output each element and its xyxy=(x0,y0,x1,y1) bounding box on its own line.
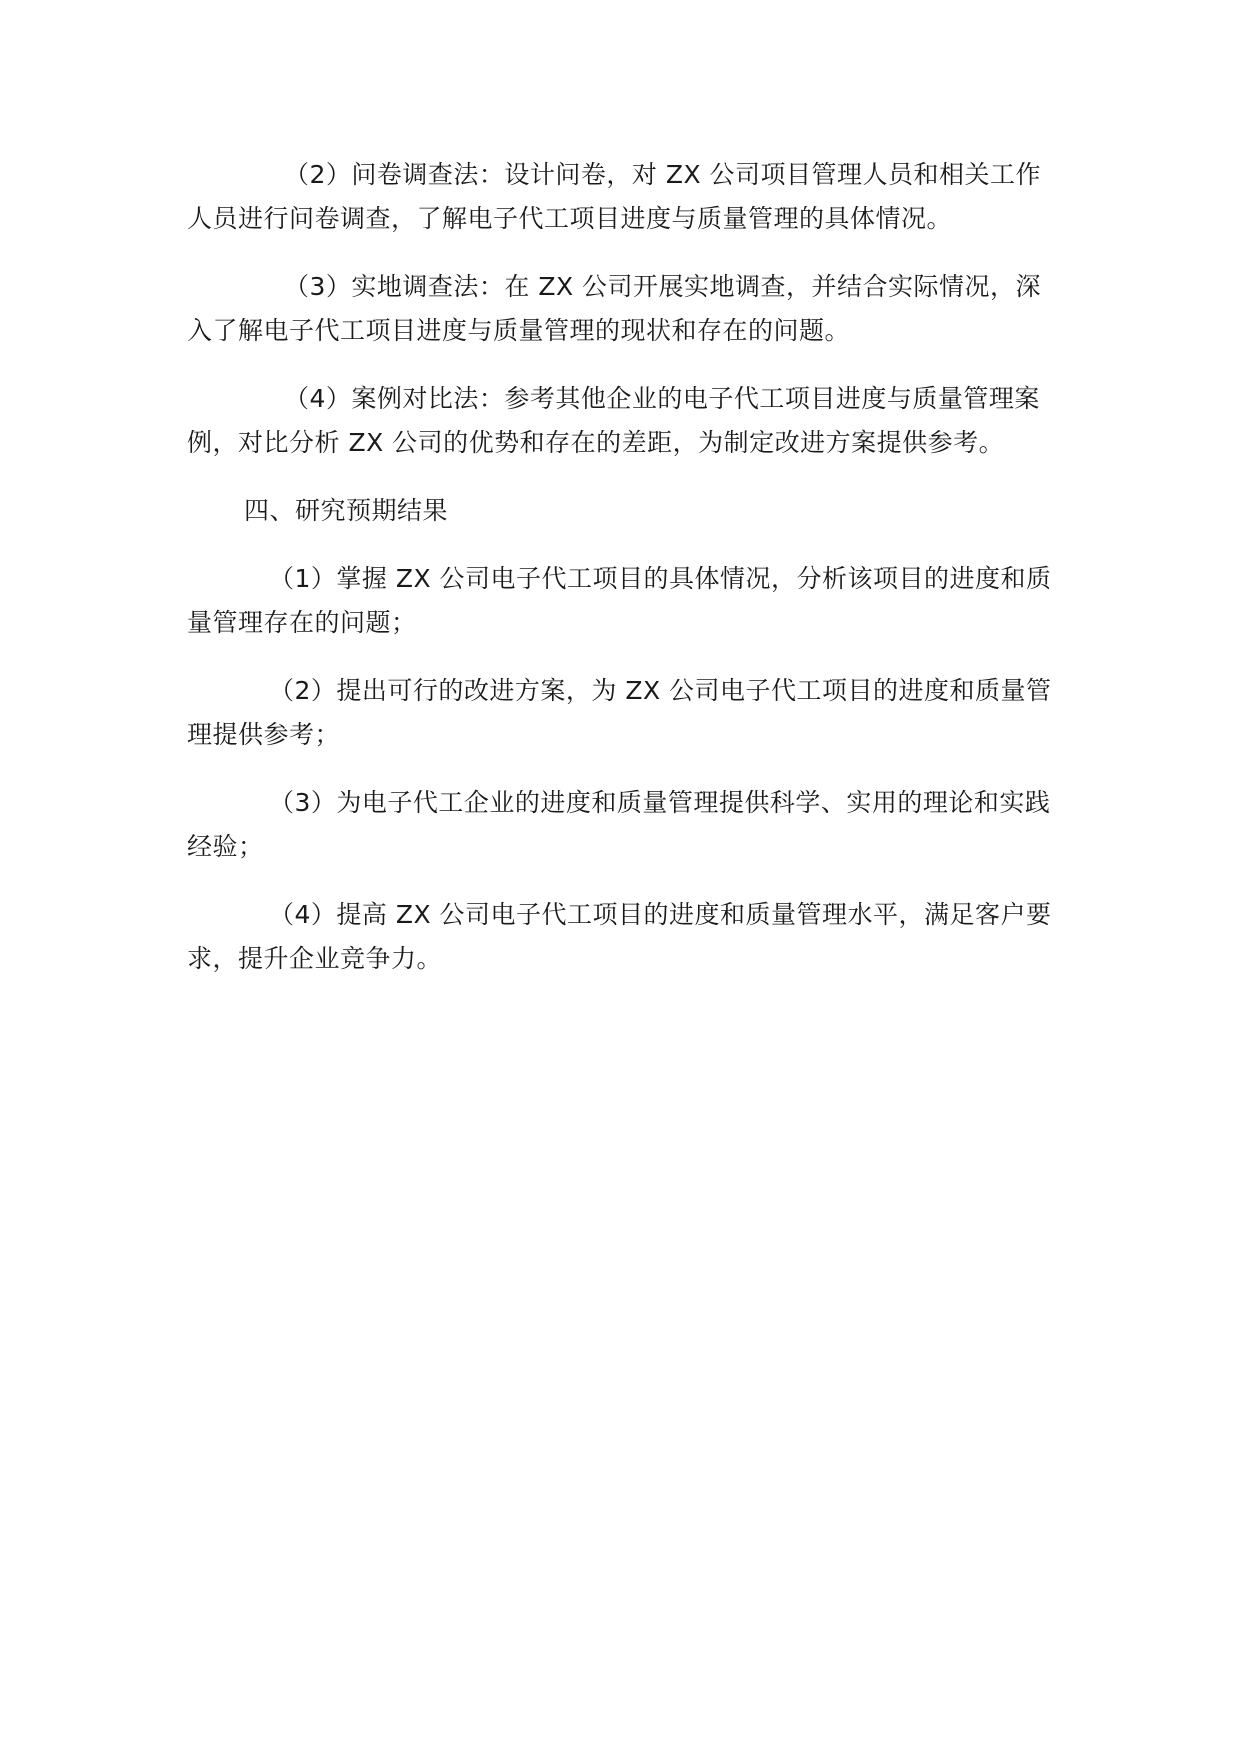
result-item-4: （4）提高 ZX 公司电子代工项目的进度和质量管理水平，满足客户要求，提升企业竞争力。 xyxy=(187,900,1052,973)
method-paragraph-field-survey: （3）实地调查法：在 ZX 公司开展实地调查，并结合实际情况，深入了解电子代工项目进度与质量管理的现状和存在的问题。 xyxy=(187,272,1042,345)
section-heading: 四、研究预期结果 xyxy=(244,496,449,525)
result-item-3: （3）为电子代工企业的进度和质量管理提供科学、实用的理论和实践经验； xyxy=(187,788,1051,861)
result-item-1: （1）掌握 ZX 公司电子代工项目的具体情况，分析该项目的进度和质量管理存在的问题； xyxy=(187,564,1052,637)
document-body xyxy=(187,153,1057,1005)
method-paragraph-questionnaire: （2）问卷调查法：设计问卷，对 ZX 公司项目管理人员和相关工作人员进行问卷调查，了解电子代工项目进度与质量管理的具体情况。 xyxy=(187,160,1042,233)
result-item-2: （2）提出可行的改进方案，为 ZX 公司电子代工项目的进度和质量管理提供参考； xyxy=(187,676,1052,749)
method-paragraph-case-comparison: （4）案例对比法：参考其他企业的电子代工项目进度与质量管理案例，对比分析 ZX 公司的优势和存在的差距，为制定改进方案提供参考。 xyxy=(187,384,1040,457)
